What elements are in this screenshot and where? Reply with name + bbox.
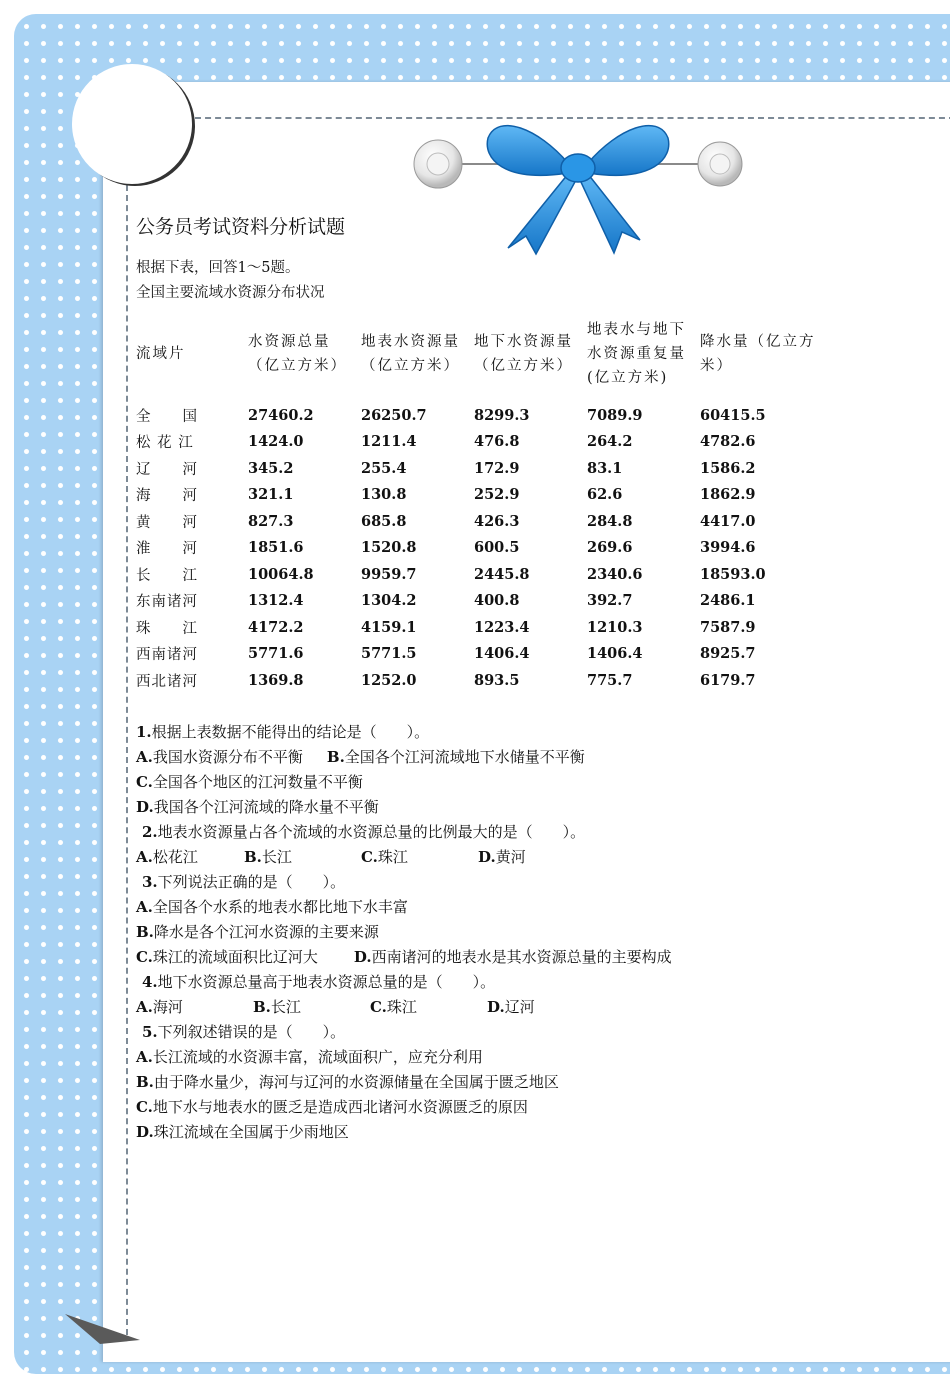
table-row: [130, 588, 826, 615]
option-text: 长江: [270, 998, 301, 1016]
table-cell: 1862.9: [700, 486, 756, 504]
option-a: [136, 845, 244, 870]
option-line: [136, 895, 672, 920]
table-row: [130, 561, 826, 588]
option-key: A.: [136, 748, 153, 766]
table-cell: 2486.1: [700, 592, 756, 610]
table-cell: 426.3: [474, 512, 520, 530]
table-cell: 827.3: [248, 512, 294, 530]
option-text: 西南诸河的地表水是其水资源总量的主要构成: [371, 948, 672, 966]
option-b: [253, 995, 370, 1020]
question-stem: [136, 720, 672, 745]
option-text: 我国水资源分布不平衡: [152, 748, 303, 766]
header-cell: 地表水资源量（亿立方米）: [361, 334, 460, 374]
option-key: B.: [326, 748, 345, 766]
option-text: 黄河: [495, 848, 526, 866]
option-line: [136, 1045, 672, 1070]
option-text: 珠江的流域面积比辽河大: [152, 948, 318, 966]
table-row: [130, 614, 826, 641]
table-cell: 685.8: [361, 512, 407, 530]
table-cell: 62.6: [587, 486, 623, 504]
option-key: B.: [244, 848, 262, 866]
table-cell: 4172.2: [248, 618, 304, 636]
table-cell: 1312.4: [248, 592, 304, 610]
table-cell: 893.5: [474, 671, 520, 689]
table-cell: 黄 河: [136, 514, 198, 531]
table-cell: 6179.7: [700, 671, 756, 689]
question-number: 3.: [142, 873, 158, 891]
table-cell: 60415.5: [700, 406, 766, 424]
table-cell: 1520.8: [361, 539, 417, 557]
question-number: 2.: [142, 823, 158, 841]
option-line: [136, 1120, 672, 1145]
table-cell: 4782.6: [700, 433, 756, 451]
option-key: D.: [136, 1123, 154, 1141]
option-c: [370, 995, 487, 1020]
question-number: 4.: [142, 973, 158, 991]
table-cell: 83.1: [587, 459, 623, 477]
table-cell: 600.5: [474, 539, 520, 557]
table-cell: 松 花 江: [136, 435, 194, 452]
page-title: 公务员考试资料分析试题: [136, 216, 346, 238]
table-cell: 1369.8: [248, 671, 304, 689]
table-cell: 1252.0: [361, 671, 417, 689]
question-number: 1.: [136, 723, 152, 741]
question-stem: [136, 870, 672, 895]
option-text: 珠江: [377, 848, 408, 866]
table-cell: 4159.1: [361, 618, 417, 636]
table-cell: 10064.8: [248, 565, 314, 583]
table-cell: 东南诸河: [136, 594, 198, 611]
table-cell: 长 江: [136, 567, 198, 584]
table-row: [130, 641, 826, 668]
table-cell: 全 国: [136, 408, 198, 425]
table-cell: 2445.8: [474, 565, 530, 583]
table-row: [130, 455, 826, 482]
option-key: A.: [136, 848, 153, 866]
table-cell: 3994.6: [700, 539, 756, 557]
table-cell: 392.7: [587, 592, 633, 610]
table-cell: 400.8: [474, 592, 520, 610]
option-d: [487, 995, 535, 1020]
option-line: [136, 1070, 672, 1095]
table-cell: 珠 江: [136, 620, 198, 637]
table-cell: 5771.6: [248, 645, 304, 663]
question-stem: [136, 820, 672, 845]
table-cell: 1211.4: [361, 433, 417, 451]
option-text: 松花江: [152, 848, 198, 866]
question-text: 下列说法正确的是（ ）。: [157, 873, 346, 891]
option-text: 全国各个地区的江河数量不平衡: [152, 773, 363, 791]
table-cell: 775.7: [587, 671, 633, 689]
table-cell: 9959.7: [361, 565, 417, 583]
table-row: [130, 508, 826, 535]
option-text: 长江: [261, 848, 292, 866]
table-cell: 1424.0: [248, 433, 304, 451]
option-key: A.: [136, 998, 153, 1016]
table-row: [130, 482, 826, 509]
option-key: C.: [370, 998, 387, 1016]
table-cell: 1851.6: [248, 539, 304, 557]
option-key: A.: [136, 898, 153, 916]
table-cell: 海 河: [136, 488, 198, 505]
option-text: 海河: [152, 998, 183, 1016]
table-row: [130, 535, 826, 562]
question-list: [136, 720, 672, 1145]
option-text: 我国各个江河流域的降水量不平衡: [153, 798, 379, 816]
option-key: D.: [136, 798, 154, 816]
table-cell: 255.4: [361, 459, 407, 477]
dashed-left-border: [126, 185, 128, 1335]
intro-text: 根据下表，回答1～5题。: [136, 260, 300, 276]
header-cell: 水资源总量（亿立方米）: [248, 334, 347, 374]
table-cell: 1223.4: [474, 618, 530, 636]
option-text: 长江流域的水资源丰富，流域面积广，应充分利用: [152, 1048, 483, 1066]
table-cell: 264.2: [587, 433, 633, 451]
table-cell: 284.8: [587, 512, 633, 530]
option-key: C.: [361, 848, 378, 866]
option-text: 全国各个江河流域地下水储量不平衡: [344, 748, 585, 766]
table-cell: 1210.3: [587, 618, 643, 636]
table-cell: 1406.4: [474, 645, 530, 663]
header-cell: 降水量（亿立方米）: [700, 334, 816, 374]
question-stem: [136, 970, 672, 995]
question-text: 下列叙述错误的是（ ）。: [157, 1023, 346, 1041]
question-text: 地表水资源量占各个流域的水资源总量的比例最大的是（ ）。: [157, 823, 586, 841]
table-cell: 27460.2: [248, 406, 314, 424]
option-key: B.: [253, 998, 271, 1016]
option-key: B.: [136, 1073, 154, 1091]
option-line: [136, 1095, 672, 1120]
option-line: [136, 745, 672, 770]
option-key: D.: [478, 848, 496, 866]
option-key: B.: [136, 923, 154, 941]
water-resources-table: [130, 306, 826, 694]
table-cell: 26250.7: [361, 406, 427, 424]
option-text: 全国各个水系的地表水都比地下水丰富: [152, 898, 408, 916]
option-key: C.: [136, 773, 153, 791]
option-text: 珠江流域在全国属于少雨地区: [153, 1123, 349, 1141]
option-line: [136, 845, 672, 870]
table-row: [130, 667, 826, 694]
option-key: C.: [136, 948, 153, 966]
option-text: 地下水与地表水的匮乏是造成西北诸河水资源匮乏的原因: [152, 1098, 528, 1116]
ribbon-bow-icon: [408, 108, 748, 258]
table-row: [130, 402, 826, 429]
table-cell: 18593.0: [700, 565, 766, 583]
header-cell: 地表水与地下水资源重复量(亿立方米): [587, 322, 686, 386]
intro-block: [136, 256, 325, 306]
option-line: [136, 920, 672, 945]
option-key: C.: [136, 1098, 153, 1116]
table-cell: 5771.5: [361, 645, 417, 663]
table-cell: 1406.4: [587, 645, 643, 663]
option-line: [136, 795, 672, 820]
option-key: A.: [136, 1048, 153, 1066]
table-caption: 全国主要流域水资源分布状况: [136, 285, 325, 301]
header-cell: 地下水资源量（亿立方米）: [474, 334, 573, 374]
corner-circle-decoration: [72, 64, 192, 184]
option-text: 辽河: [504, 998, 535, 1016]
table-cell: 7587.9: [700, 618, 756, 636]
question-stem: [136, 1020, 672, 1045]
table-cell: 2340.6: [587, 565, 643, 583]
table-cell: 172.9: [474, 459, 520, 477]
table-cell: 淮 河: [136, 541, 198, 558]
option-line: [136, 945, 672, 970]
table-cell: 1586.2: [700, 459, 756, 477]
table-cell: 252.9: [474, 486, 520, 504]
option-a: [136, 995, 253, 1020]
table-cell: 8925.7: [700, 645, 756, 663]
question-number: 5.: [142, 1023, 158, 1041]
header-cell: 流域片: [136, 346, 186, 362]
page-curl-icon: [60, 1310, 150, 1344]
option-line: [136, 995, 672, 1020]
table-cell: 476.8: [474, 433, 520, 451]
table-header-row: [130, 306, 826, 402]
option-text: 降水是各个江河水资源的主要来源: [153, 923, 379, 941]
table-cell: 西北诸河: [136, 673, 198, 690]
option-b: [244, 845, 361, 870]
option-key: D.: [487, 998, 505, 1016]
option-c: [361, 845, 478, 870]
table-cell: 辽 河: [136, 461, 198, 478]
question-text: 地下水资源总量高于地表水资源总量的是（ ）。: [157, 973, 496, 991]
option-d: [478, 845, 526, 870]
table-row: [130, 429, 826, 456]
table-cell: 321.1: [248, 486, 294, 504]
option-text: 由于降水量少，海河与辽河的水资源储量在全国属于匮乏地区: [153, 1073, 559, 1091]
table-cell: 345.2: [248, 459, 294, 477]
option-line: [136, 770, 672, 795]
table-cell: 8299.3: [474, 406, 530, 424]
table-cell: 1304.2: [361, 592, 417, 610]
option-key: D.: [353, 948, 372, 966]
table-cell: 西南诸河: [136, 647, 198, 664]
option-text: 珠江: [386, 998, 417, 1016]
question-text: 根据上表数据不能得出的结论是（ ）。: [151, 723, 430, 741]
table-cell: 269.6: [587, 539, 633, 557]
table-cell: 4417.0: [700, 512, 756, 530]
table-cell: 130.8: [361, 486, 407, 504]
table-cell: 7089.9: [587, 406, 643, 424]
